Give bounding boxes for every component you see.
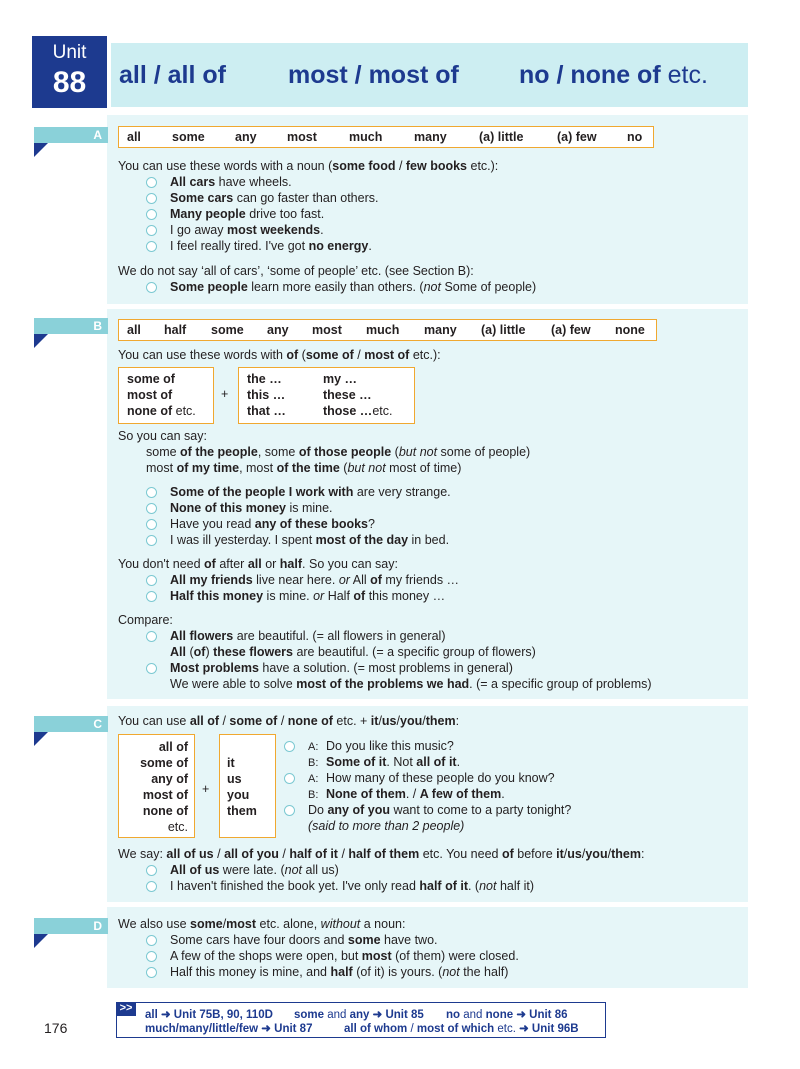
determiner: those …etc.: [323, 404, 393, 418]
example-sentence: Half this money is mine, and half (of it) is yours. (not the half): [170, 965, 509, 979]
title-none: [519, 61, 708, 90]
quantifier: any of: [151, 772, 188, 786]
bullet-icon: [146, 865, 157, 876]
bullet-icon: [146, 631, 157, 642]
pronoun: you: [227, 788, 250, 802]
bullet-icon: [146, 535, 157, 546]
quantifier: none of: [142, 804, 188, 818]
bullet-icon: [146, 487, 157, 498]
bullet-icon: [284, 805, 295, 816]
speaker-label: B:: [308, 789, 319, 801]
plus-sign: +: [202, 782, 210, 796]
example-sentence: I was ill yesterday. I spent most of the day in bed.: [170, 533, 450, 547]
section-b-marker: [34, 334, 48, 348]
dialog-line: Some of it. Not all of it.: [326, 755, 461, 769]
plus-sign: +: [221, 387, 229, 401]
example-sentence: All of us were late. (not all us): [170, 863, 339, 877]
example-sentence: I haven't finished the book yet. I've only read half of it. (not half it): [170, 879, 534, 893]
example-sentence: Some people learn more easily than others. (not Some of people): [170, 280, 537, 294]
pronoun-box: [219, 734, 276, 838]
word: many: [414, 130, 447, 144]
bullet-icon: [146, 177, 157, 188]
xref-link[interactable]: no and none ➜ Unit 86: [446, 1009, 568, 1021]
quantifier: most of: [127, 388, 173, 402]
dialog-line: How many of these people do you know?: [326, 771, 555, 785]
word: many: [424, 323, 457, 337]
example-sentence: Some of the people I work with are very strange.: [170, 485, 451, 499]
pronoun: us: [227, 772, 242, 786]
section-d-intro: We also use some/most etc. alone, without a noun:: [118, 917, 406, 931]
word: most: [312, 323, 342, 337]
example-sentence: Have you read any of these books?: [170, 517, 375, 531]
bullet-icon: [146, 591, 157, 602]
quantifier: etc.: [167, 820, 188, 834]
example-sentence: Half this money is mine. or Half of this money …: [170, 589, 446, 603]
dont-need-note: You don't need of after all or half. So you can say:: [118, 557, 398, 571]
bullet-icon: [146, 241, 157, 252]
example-sentence: Many people drive too fast.: [170, 207, 325, 221]
word: all: [127, 323, 141, 337]
section-a-marker: [34, 143, 48, 157]
word: half: [164, 323, 187, 337]
we-say-note: We say: all of us / all of you / half of it / half of them etc. You need of before it/us/you/them:: [118, 847, 645, 861]
pronoun: them: [227, 804, 257, 818]
quantifier: most of: [142, 788, 188, 802]
bullet-icon: [146, 282, 157, 293]
determiner-box: [238, 367, 415, 424]
example-sentence: I feel really tired. I've got no energy.: [170, 239, 372, 253]
bullet-icon: [146, 935, 157, 946]
page-number: 176: [44, 1020, 68, 1036]
section-b-wordbox: [118, 319, 657, 341]
quantifier: some of: [140, 756, 188, 770]
compare-label: Compare:: [118, 613, 173, 627]
section-b-intro: You can use these words with of (some of / most of etc.):: [118, 348, 441, 362]
quantifier-box: [118, 734, 195, 838]
quantifier: none of etc.: [127, 404, 196, 418]
unit-label: Unit: [52, 42, 87, 63]
determiner: this …: [247, 388, 286, 402]
title-most: most / most of: [288, 61, 459, 89]
word: any: [235, 130, 257, 144]
speaker-label: A:: [308, 741, 319, 753]
xref-link[interactable]: some and any ➜ Unit 85: [294, 1009, 424, 1021]
determiner: my …: [323, 372, 358, 386]
word: most: [287, 130, 317, 144]
section-c-marker: [34, 732, 48, 746]
determiner: these …: [323, 388, 372, 402]
section-b-tab: B: [34, 318, 108, 334]
word: some: [211, 323, 244, 337]
example-sentence: Do any of you want to come to a party tonight?: [308, 803, 572, 817]
bullet-icon: [284, 773, 295, 784]
bullet-icon: [146, 663, 157, 674]
say-line: some of the people, some of those people (but not some of people): [146, 445, 531, 459]
word: (a) little: [479, 130, 524, 144]
quantifier: some of: [127, 372, 175, 386]
determiner: the …: [247, 372, 282, 386]
title-suffix: etc.: [667, 61, 708, 89]
pronoun: it: [227, 756, 235, 770]
section-a-note: We do not say ‘all of cars’, ‘some of people’ etc. (see Section B):: [118, 264, 474, 278]
example-sentence: A few of the shops were open, but most (of them) were closed.: [170, 949, 519, 963]
section-a-wordbox: [118, 126, 654, 148]
so-you-can-say: So you can say:: [118, 429, 207, 443]
bullet-icon: [146, 225, 157, 236]
example-sentence: Some cars can go faster than others.: [170, 191, 379, 205]
bullet-icon: [146, 951, 157, 962]
bullet-icon: [146, 967, 157, 978]
party-note: (said to more than 2 people): [308, 819, 465, 833]
title-bar: [111, 43, 748, 107]
word: no: [627, 130, 643, 144]
word: much: [366, 323, 400, 337]
section-d-tab: D: [34, 918, 108, 934]
unit-number: 88: [52, 66, 87, 99]
determiner: that …: [247, 404, 286, 418]
bullet-icon: [146, 881, 157, 892]
dialog-line: None of them. / A few of them.: [326, 787, 505, 801]
bullet-icon: [284, 741, 295, 752]
title-all: all / all of: [119, 61, 226, 89]
example-sentence: Some cars have four doors and some have two.: [170, 933, 438, 947]
dialog-line: Do you like this music?: [326, 739, 454, 753]
example-sentence: All flowers are beautiful. (= all flowers in general): [170, 629, 446, 643]
title-none-text: no / none of: [519, 61, 661, 89]
bullet-icon: [146, 193, 157, 204]
section-a-tab: A: [34, 127, 108, 143]
word: none: [615, 323, 645, 337]
word: (a) few: [557, 130, 597, 144]
say-line: most of my time, most of the time (but not most of time): [146, 461, 462, 475]
example-sentence: I go away most weekends.: [170, 223, 324, 237]
speaker-label: B:: [308, 757, 319, 769]
example-sentence: All cars have wheels.: [170, 175, 292, 189]
xref-link[interactable]: all of whom / most of which etc. ➜ Unit 96B: [344, 1023, 579, 1035]
section-a-intro: You can use these words with a noun (some food / few books etc.):: [118, 159, 499, 173]
example-sentence: Most problems have a solution. (= most problems in general): [170, 661, 513, 675]
example-sentence: All my friends live near here. or All of my friends …: [170, 573, 460, 587]
word: any: [267, 323, 289, 337]
example-sentence: None of this money is mine.: [170, 501, 333, 515]
word: (a) few: [551, 323, 591, 337]
section-c-intro: You can use all of / some of / none of etc. + it/us/you/them:: [118, 714, 460, 728]
example-sentence: We were able to solve most of the problems we had. (= a specific group of problems): [170, 677, 652, 691]
bullet-icon: [146, 503, 157, 514]
bullet-icon: [146, 519, 157, 530]
section-d-marker: [34, 934, 48, 948]
section-c-tab: C: [34, 716, 108, 732]
quantifier: all of: [158, 740, 188, 754]
xref-link[interactable]: much/many/little/few ➜ Unit 87: [145, 1023, 313, 1035]
word: much: [349, 130, 383, 144]
double-chevron-icon: >>: [116, 1002, 136, 1016]
example-sentence: All (of) these flowers are beautiful. (= a specific group of flowers): [170, 645, 536, 659]
word: (a) little: [481, 323, 526, 337]
speaker-label: A:: [308, 773, 319, 785]
xref-link[interactable]: all ➜ Unit 75B, 90, 110D: [145, 1009, 273, 1021]
bullet-icon: [146, 575, 157, 586]
word: some: [172, 130, 205, 144]
word: all: [127, 130, 141, 144]
bullet-icon: [146, 209, 157, 220]
unit-badge: [32, 36, 107, 108]
quantifier-box: [118, 367, 214, 424]
